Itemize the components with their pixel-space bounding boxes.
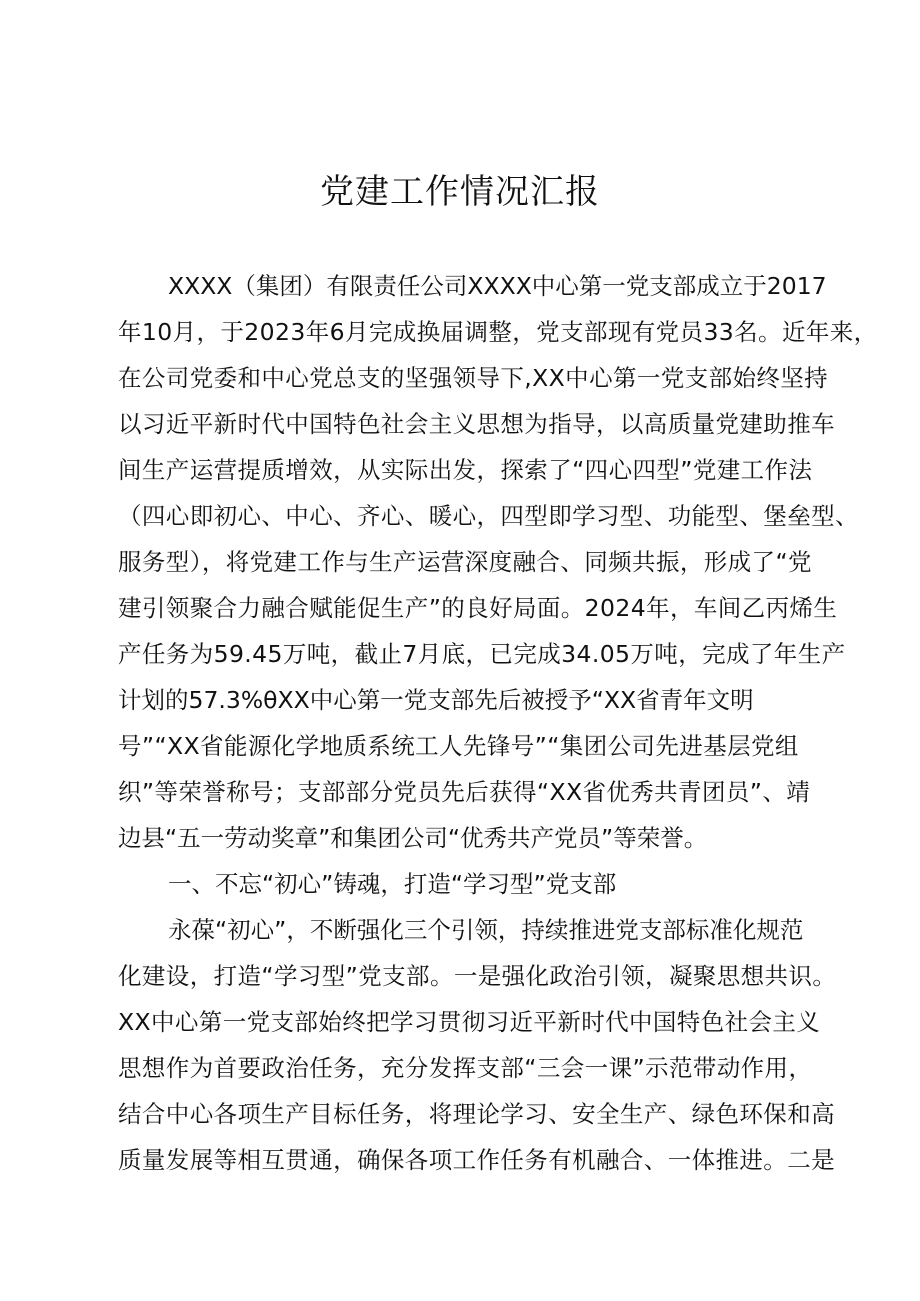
paragraph-line: 年10月，于2023年6月完成换届调整，党支部现有党员33名。近年来， (118, 318, 878, 346)
paragraph-line: 化建设，打造“学习型”党支部。一是强化政治引领，凝聚思想共识。 (118, 962, 837, 990)
paragraph-line: 计划的57.3%θXX中心第一党支部先后被授予“XX省青年文明 (118, 686, 754, 714)
paragraph-line: 永葆“初心”，不断强化三个引领，持续推进党支部标准化规范 (168, 916, 804, 944)
paragraph-line: 边县“五一劳动奖章”和集团公司“优秀共产党员”等荣誉。 (118, 824, 708, 852)
paragraph-line: 建引领聚合力融合赋能促生产”的良好局面。2024年，车间乙丙烯生 (118, 594, 838, 622)
section-heading: 一、不忘“初心”铸魂，打造“学习型”党支部 (168, 870, 617, 898)
paragraph-line: 质量发展等相互贯通，确保各项工作任务有机融合、一体推进。二是 (118, 1146, 835, 1174)
paragraph-line: 产任务为59.45万吨，截止7月底，已完成34.05万吨，完成了年生产 (118, 640, 846, 668)
paragraph-line: 间生产运营提质增效，从实际出发，探索了“四心四型”党建工作法 (118, 456, 813, 484)
paragraph-line: （四心即初心、中心、齐心、暖心，四型即学习型、功能型、堡垒型、 (118, 502, 859, 530)
paragraph-line: 织”等荣誉称号；支部部分党员先后获得“XX省优秀共青团员”、靖 (118, 778, 811, 806)
paragraph-line: 思想作为首要政治任务，充分发挥支部“三会一课”示范带动作用， (118, 1054, 813, 1082)
paragraph-line: XXXX（集团）有限责任公司XXXX中心第一党支部成立于2017 (168, 272, 827, 300)
paragraph-line: 结合中心各项生产目标任务，将理论学习、安全生产、绿色环保和高 (118, 1100, 835, 1128)
paragraph-line: 以习近平新时代中国特色社会主义思想为指导，以高质量党建助推车 (118, 410, 835, 438)
paragraph-line: 号”“XX省能源化学地质系统工人先锋号”“集团公司先进基层党组 (118, 732, 799, 760)
paragraph-line: 在公司党委和中心党总支的坚强领导下,XX中心第一党支部始终坚持 (118, 364, 829, 392)
document-title: 党建工作情况汇报 (320, 172, 600, 212)
paragraph-line: 服务型），将党建工作与生产运营深度融合、同频共振，形成了“党 (118, 548, 812, 576)
paragraph-line: XX中心第一党支部始终把学习贯彻习近平新时代中国特色社会主义 (118, 1008, 821, 1036)
